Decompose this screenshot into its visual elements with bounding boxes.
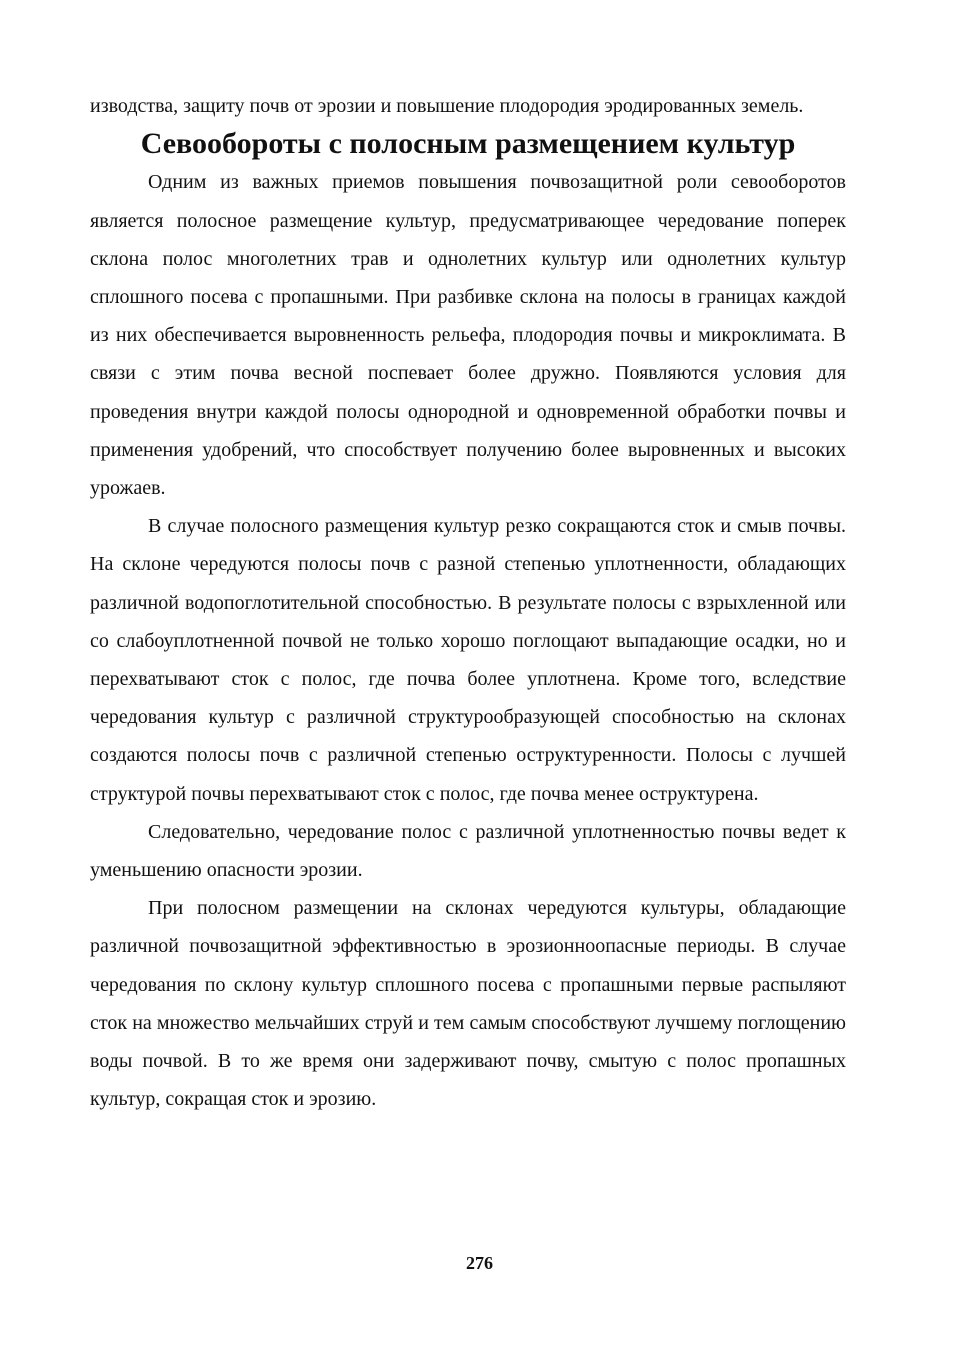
paragraph-1: Одним из важных приемов повышения почвозащитной роли севооборотов является полосное размещение культур, предусматривающее чередование поперек склона полос многолетних трав и однолетних культур или однолетних культур сплошного посева с пропашными. При разбивке склона на полосы в границах каждой из них обеспечивается выровненность рельефа, плодородия почвы и микроклимата. В связи с этим почва весной поспевает более дружно. Появляются условия для проведения внутри каждой полосы однородной и одновременной обработки почвы и применения удобрений, что способствует получению более выровненных и высоких урожаев. — [90, 171, 846, 500]
paragraph-2: В случае полосного размещения культур резко сокращаются сток и смыв почвы. На склоне чередуются полосы почв с разной степенью уплотненности, обладающих различной водопоглотительной способностью. В результате полосы с взрыхленной или со слабоуплотненной почвой не только хорошо поглощают выпадающие осадки, но и перехватывают сток с полос, где почва более уплотнена. Кроме того, вследствие чередования культур с различной структурообразующей способностью на склонах создаются полосы почв с различной степенью оструктуренности. Полосы с лучшей структурой почвы перехватывают сток с полос, где почва менее оструктурена. — [90, 515, 846, 805]
continuation-paragraph: изводства, защиту почв от эрозии и повышение плодородия эродированных земель. — [90, 95, 804, 117]
page-text — [90, 87, 846, 1118]
paragraph-3: Следовательно, чередование полос с различной уплотненностью почвы ведет к уменьшению опасности эрозии. — [90, 820, 846, 882]
section-heading: Севообороты с полосным размещением культур — [140, 127, 796, 161]
paragraph-4: При полосном размещении на склонах чередуются культуры, обладающие различной почвозащитной эффективностью в эрозионноопасные периоды. В случае чередования по склону культур сплошного посева с пропашными первые распыляют сток на множество мельчайших струй и тем самым способствуют лучшему поглощению воды почвой. В то же время они задерживают почву, смытую с полос пропашных культур, сокращая сток и эрозию. — [90, 897, 846, 1111]
page-number: 276 — [466, 1253, 493, 1273]
